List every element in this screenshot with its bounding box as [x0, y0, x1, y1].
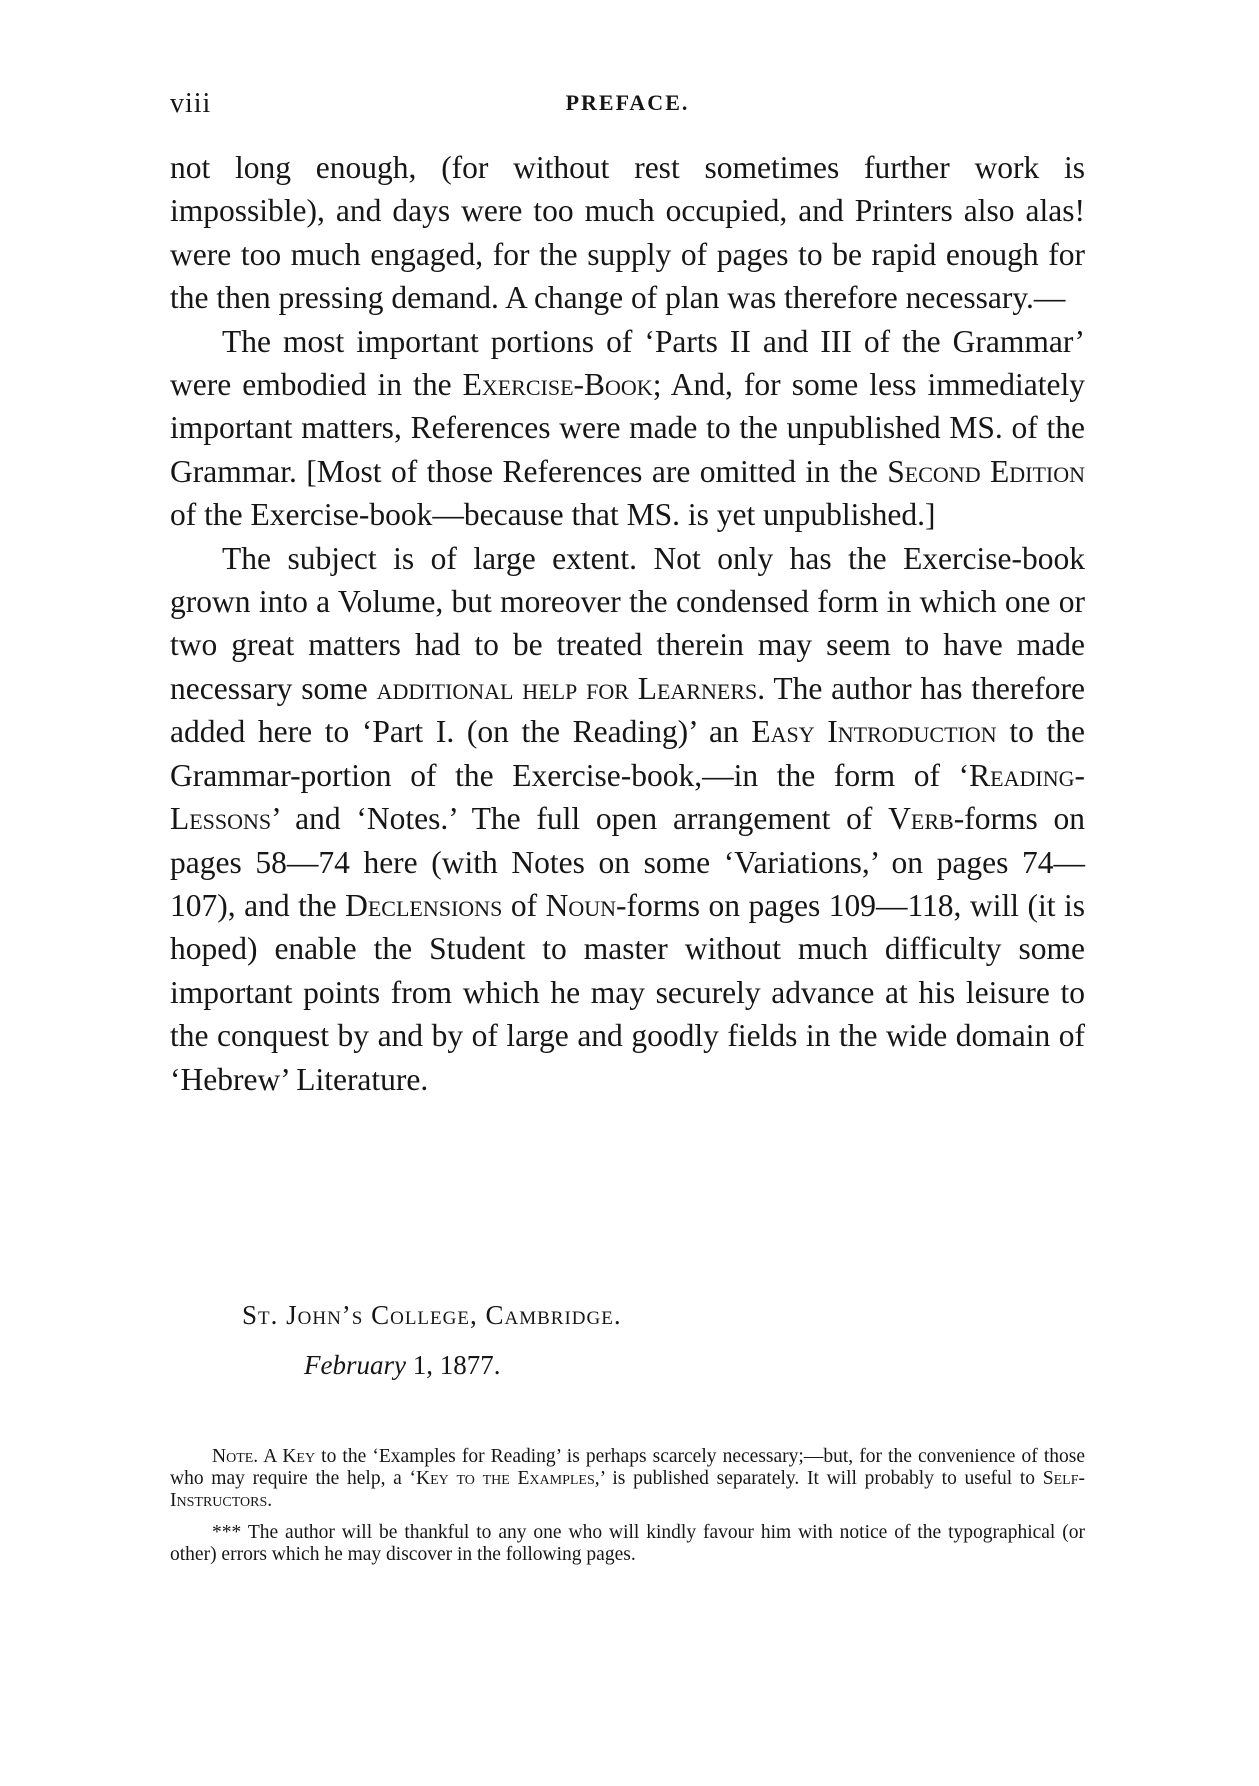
small-caps-exercise-book: Exercise-Book: [462, 367, 653, 403]
text-run: The subject is of large extent. Not only has the Exercise-book grown into a Volume, but moreover the condensed form in which one or two great matters had to be treated therein may seem to have made necessary some: [170, 540, 1085, 706]
preface-body: [170, 146, 1085, 1101]
running-head: PREFACE.: [565, 90, 690, 115]
text-run: . The author has therefore added here to ‘Part I. (on the Reading)’ an: [170, 670, 1085, 750]
paragraph-2: [170, 320, 1085, 537]
small-caps-easy-introduction: Easy Introduction: [751, 714, 997, 750]
small-caps-declensions: Declensions: [345, 887, 503, 923]
small-caps-second-edition: Second Edition: [887, 453, 1086, 489]
small-caps-additional-help: additional help for Learners: [376, 670, 758, 706]
footnotes: [170, 1446, 1085, 1576]
text-run: ; And, for some less immediately important matters, References were made to the unpublished MS. of the Grammar. [Most of those References are omitted in the: [170, 367, 1086, 489]
small-caps-noun: Noun: [545, 887, 616, 923]
text-run: of: [502, 887, 546, 923]
small-caps-self-instructors: Self-Instructors: [170, 1468, 1085, 1511]
note-errata: *** The author will be thankful to any one who will kindly favour him with notice of the typographical (or other) errors which he may discover in the following pages.: [170, 1522, 1085, 1565]
text-run: to the Grammar-portion of the Exercise-book,—in the form of ‘: [170, 714, 1085, 793]
signature-place: St. John’s College, Cambridge.: [242, 1300, 622, 1330]
small-caps-verb: Verb: [888, 801, 954, 837]
small-caps-key-to-examples: Key to the Examples,: [416, 1468, 600, 1489]
text-run: The most important portions of ‘Parts II and III of the Grammar’ were embodied in the: [170, 323, 1085, 403]
text-run: -forms on pages 109—118, will (it is hoped) enable the Student to master without much difficulty some important points from which he may securely advance at his leisure to the conquest by and by of large and goodly fields in the wide domain of ‘Hebrew’ Literature.: [170, 887, 1085, 1097]
signature-date: [304, 1350, 500, 1381]
date-month: February: [304, 1350, 406, 1380]
text-run: A: [258, 1446, 283, 1467]
text-run: ’ and ‘Notes.’ The full open arrangement of: [271, 801, 889, 837]
text-run: to the ‘Examples for Reading’ is perhaps scarcely necessary;—but, for the convenience of those who may require the help, a ‘: [170, 1446, 1086, 1489]
paragraph-3: [170, 537, 1085, 1101]
page-header: [170, 88, 1085, 128]
page-number: viii: [170, 88, 212, 119]
text-run: .: [267, 1490, 273, 1511]
text-run: -forms on pages 58—74 here (with Notes on some ‘Variations,’ on pages 74—107), and the: [170, 801, 1085, 923]
note-key: [170, 1446, 1085, 1512]
text-run: of the Exercise-book—because that MS. is yet unpublished.]: [170, 497, 936, 533]
small-caps-key: Key: [282, 1446, 316, 1467]
date-day-year: 1, 1877.: [405, 1350, 501, 1380]
small-caps-reading-lessons: Reading-Lessons: [170, 757, 1085, 837]
paragraph-1: not long enough, (for without rest sometimes further work is impossible), and days were too much occupied, and Printers also alas! were too much engaged, for the supply of pages to be rapid enough for the then pressing demand. A change of plan was therefore necessary.—: [170, 150, 1085, 316]
note-label: Note.: [212, 1446, 259, 1467]
text-run: ’ is published separately. It will probably to useful to: [599, 1468, 1043, 1489]
